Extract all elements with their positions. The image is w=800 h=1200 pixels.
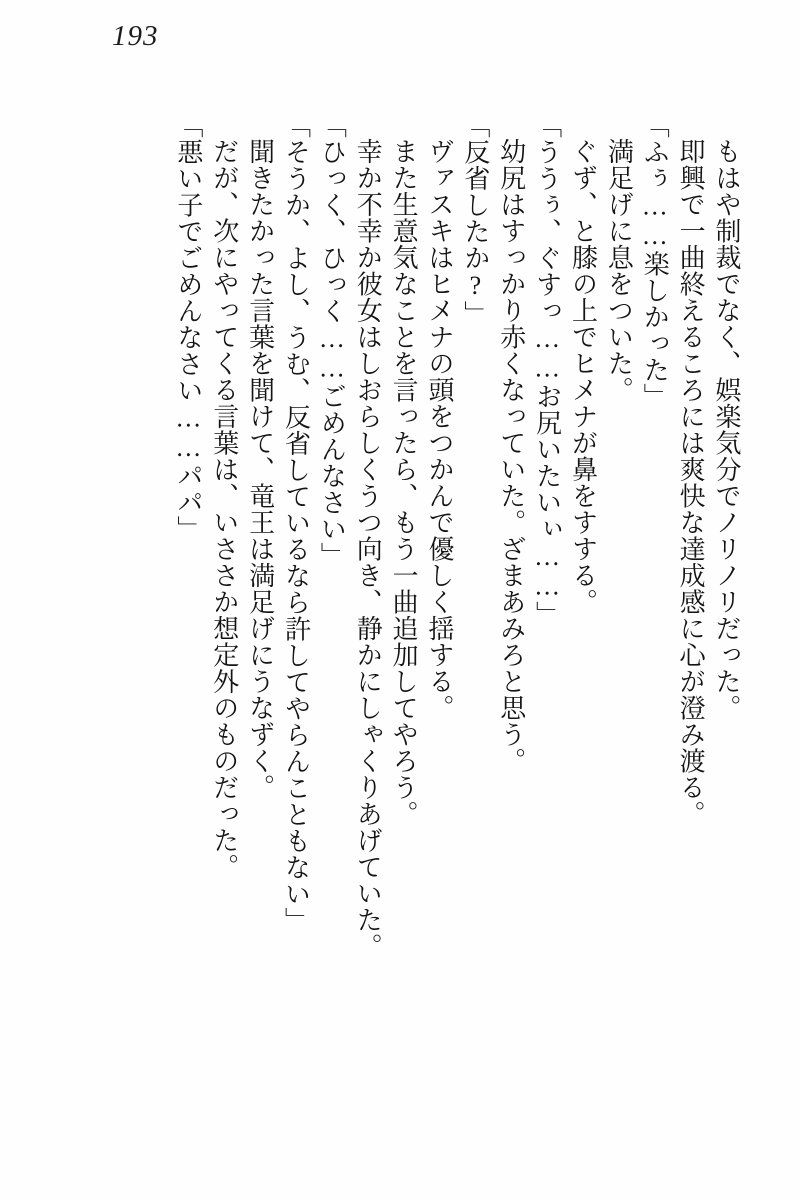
text-column: 即興で一曲終えるころには爽快な達成感に心が澄み渡る。: [676, 138, 706, 827]
text-column: また生意気なことを言ったら、もう一曲追加してやろう。: [389, 138, 419, 827]
text-column: 「ふぅ……楽しかった」: [640, 112, 670, 410]
text-column: 「そうか、よし、うむ、反省しているなら許してやらんこともない」: [281, 112, 311, 934]
text-column: 幼尻はすっかり赤くなっていた。ざまあみろと思う。: [496, 138, 526, 774]
text-columns: [170, 112, 744, 1122]
text-column: 「反省したか?」: [460, 112, 490, 327]
text-column: 聞きたかった言葉を聞けて、竜王は満足げにうなずく。: [245, 138, 275, 801]
text-column: だが、次にやってくる言葉は、いささか想定外のものだった。: [209, 138, 239, 880]
text-column: 「悪い子でごめんなさい……パパ」: [173, 112, 203, 542]
text-column: もはや制裁でなく、娯楽気分でノリノリだった。: [712, 138, 741, 721]
page-number: 193: [112, 20, 159, 52]
text-column: ヴァスキはヒメナの頭をつかんで優しく揺する。: [425, 138, 454, 721]
text-column: 満足げに息をついた。: [604, 138, 634, 403]
text-column: 「ううぅ、ぐすっ……お尻いたいぃ……」: [532, 112, 562, 628]
text-column: 「ひっく、ひっく……ごめんなさい」: [317, 112, 347, 569]
text-column: 幸か不幸か彼女はしおらしくうつ向き、静かにしゃくりあげていた。: [353, 138, 383, 960]
text-column: ぐず、と膝の上でヒメナが鼻をすする。: [568, 138, 598, 615]
